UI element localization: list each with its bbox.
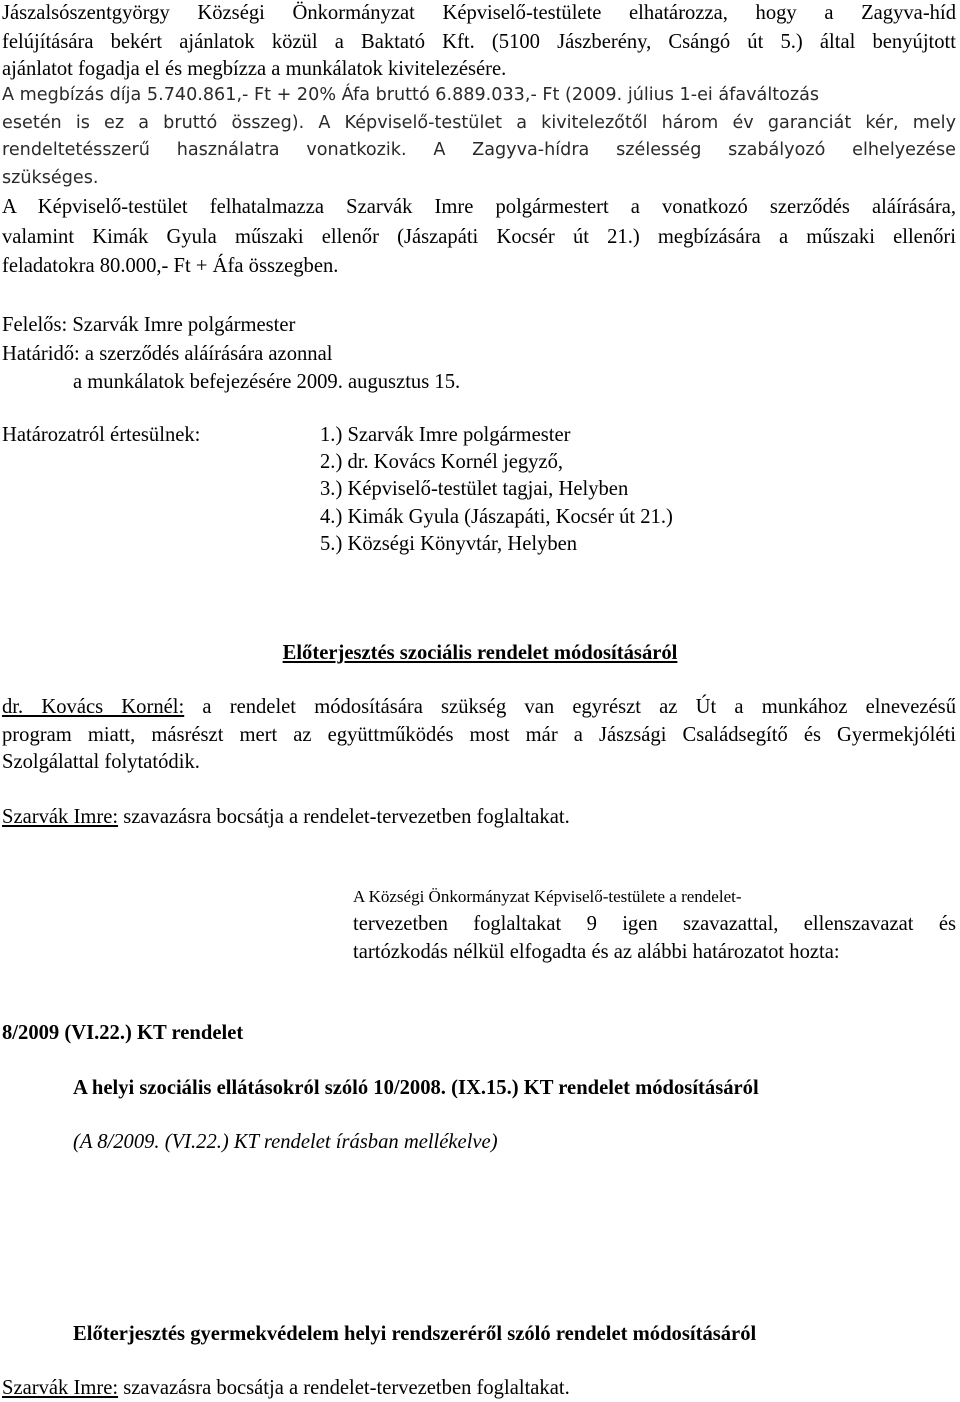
szarvak-vote-call — [2, 806, 570, 829]
authorize-line-2: valamint Kimák Gyula műszaki ellenőr (Jászapáti Kocsér út 21.) megbízására a műszaki ellenőri — [2, 226, 956, 248]
notify-item: 5.) Községi Könyvtár, Helyben — [320, 533, 578, 555]
deadline-line-2: a munkálatok befejezésére 2009. augusztus 15. — [73, 371, 461, 393]
szarvak-vote-call-2 — [2, 1377, 570, 1400]
section-title-social-decree: Előterjesztés szociális rendelet módosításáról — [282, 642, 678, 664]
kovacs-line-1 — [2, 696, 956, 719]
notify-item: 2.) dr. Kovács Kornél jegyző, — [320, 451, 564, 473]
responsible-line: Felelős: Szarvák Imre polgármester — [2, 314, 296, 336]
deadline-line-1: Határidő: a szerződés aláírására azonnal — [2, 343, 333, 365]
speech-text: szavazásra bocsátja a rendelet-tervezetben foglaltakat. — [118, 1377, 570, 1399]
vote-line-2: tervezetben foglaltakat 9 igen szavazattal, ellenszavazat és — [353, 913, 956, 935]
fee-line-4: szükséges. — [2, 168, 99, 188]
decree-title: A helyi szociális ellátásokról szóló 10/2008. (IX.15.) KT rendelet módosításáról — [73, 1077, 759, 1099]
notify-item: 1.) Szarvák Imre polgármester — [320, 424, 571, 446]
speaker-name: dr. Kovács Kornél: — [2, 696, 185, 718]
speech-text: szavazásra bocsátja a rendelet-tervezetben foglaltakat. — [118, 806, 570, 828]
notify-item: 4.) Kimák Gyula (Jászapáti, Kocsér út 21.) — [320, 506, 673, 528]
speaker-name: Szarvák Imre: — [2, 1377, 119, 1399]
speech-text: a rendelet módosítására szükség van egyrészt az Út a munkához elnevezésű — [184, 696, 956, 718]
kovacs-line-2: program miatt, másrészt mert az együttműködés most már a Jászsági Családsegítő és Gyermekjóléti — [2, 724, 956, 746]
fee-line-3: rendeltetésszerű használatra vonatkozik. A Zagyva-hídra szélesség szabályozó elhelyezése — [2, 140, 956, 160]
intro-line-2: felújítására bekért ajánlatok közül a Baktató Kft. (5100 Jászberény, Csángó út 5.) által benyújtott — [2, 31, 956, 53]
vote-line-3: tartózkodás nélkül elfogadta és az alábbi határozatot hozta: — [353, 941, 840, 963]
notify-item: 3.) Képviselő-testület tagjai, Helyben — [320, 478, 629, 500]
authorize-line-3: feladatokra 80.000,- Ft + Áfa összegben. — [2, 255, 339, 277]
fee-line-2: esetén is ez a bruttó összeg). A Képviselő-testület a kivitelezőtől három év garanciát kér, mely — [2, 113, 956, 133]
speaker-name: Szarvák Imre: — [2, 806, 119, 828]
fee-line-1: A megbízás díja 5.740.861,- Ft + 20% Áfa bruttó 6.889.033,- Ft (2009. július 1-ei áfaváltozás — [2, 85, 820, 105]
vote-line-1: A Községi Önkormányzat Képviselő-testülete a rendelet- — [353, 887, 742, 906]
decree-note: (A 8/2009. (VI.22.) KT rendelet írásban mellékelve) — [73, 1131, 498, 1153]
kovacs-line-3: Szolgálattal folytatódik. — [2, 751, 200, 773]
intro-line-1: Jászalsószentgyörgy Községi Önkormányzat Képviselő-testülete elhatározza, hogy a Zagyva-híd — [2, 2, 956, 24]
intro-line-3: ajánlatot fogadja el és megbízza a munkálatok kivitelezésére. — [2, 58, 507, 80]
authorize-line-1: A Képviselő-testület felhatalmazza Szarvák Imre polgármestert a vonatkozó szerződés aláírására, — [2, 196, 956, 218]
section-title-child-protection: Előterjesztés gyermekvédelem helyi rendszeréről szóló rendelet módosításáról — [73, 1323, 757, 1345]
decree-number: 8/2009 (VI.22.) KT rendelet — [2, 1022, 244, 1044]
notify-label: Határozatról értesülnek: — [2, 424, 201, 446]
